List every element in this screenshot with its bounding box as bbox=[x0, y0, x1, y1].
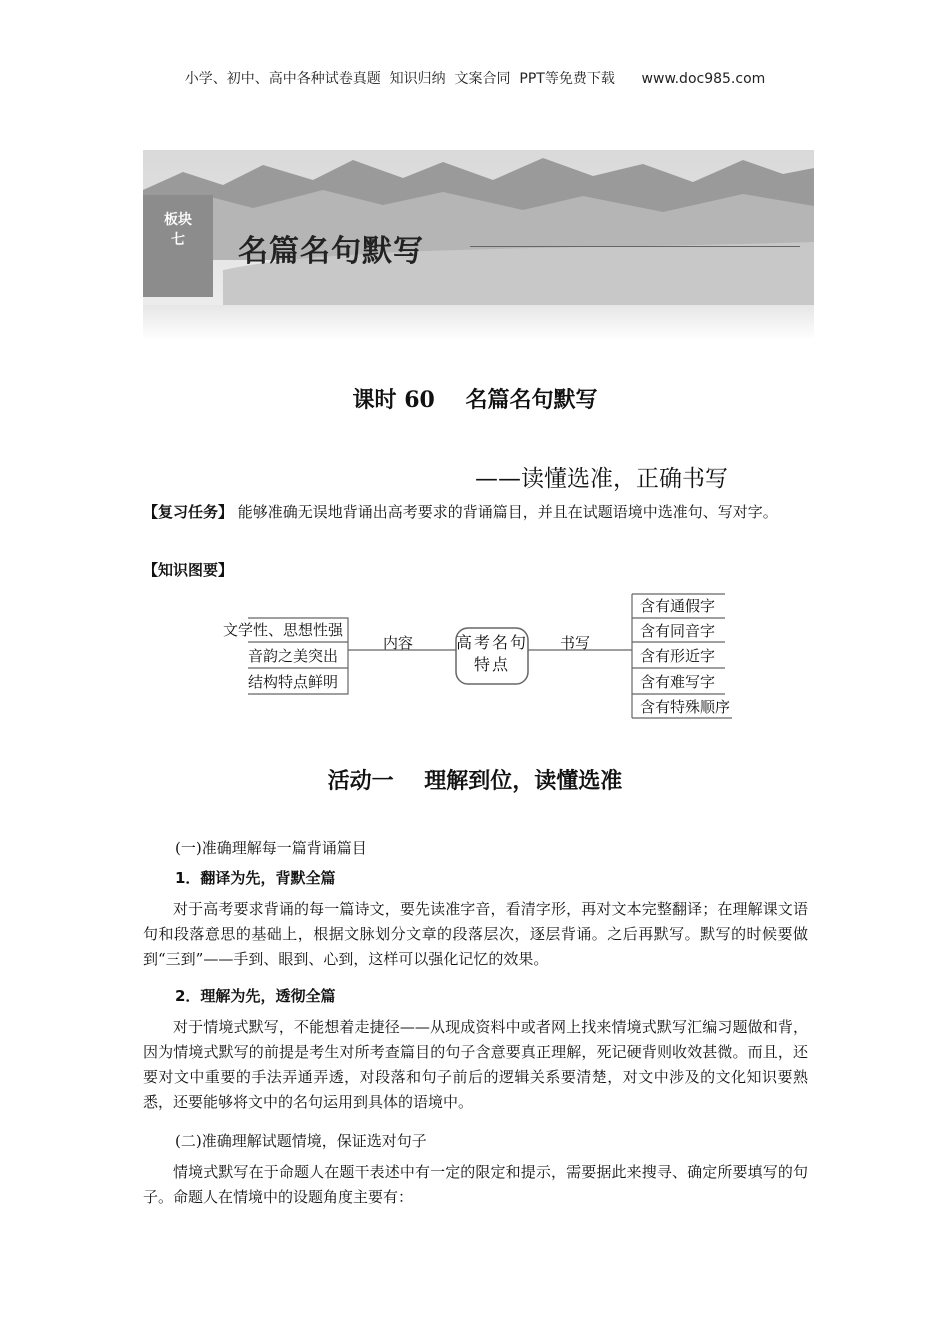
review-task-paragraph bbox=[143, 500, 808, 525]
subtitle: ——读懂选准，正确书写 bbox=[475, 466, 728, 492]
mindmap-right-item: 含有同音字 bbox=[640, 622, 716, 640]
banner-title: 名篇名句默写 bbox=[238, 234, 424, 269]
knowledge-map-label: 【知识图要】 bbox=[143, 561, 234, 579]
section-heading: (一)准确理解每一篇背诵篇目 bbox=[175, 839, 367, 857]
lesson-title: 课时 60 名篇名句默写 bbox=[352, 387, 598, 413]
block-label: 板块七 bbox=[164, 212, 192, 248]
mindmap-left-item: 结构特点鲜明 bbox=[248, 673, 339, 691]
body-paragraph: 对于情境式默写，不能想着走捷径——从现成资料中或者网上找来情境式默写汇编习题做和背，因为情境式默写的前提是考生对所考查篇目的句子含意要真正理解，死记硬背则收效甚微。而且，还要对文中重要的手法弄通弄透，对段落和句子前后的逻辑关系要清楚，对文中涉及的文化知识要熟悉，还要能够将文中的名句运用到具体的语境中。 bbox=[143, 1018, 808, 1111]
mindmap-left-item: 文学性、思想性强 bbox=[223, 621, 344, 639]
activity-title: 活动一 理解到位，读懂选准 bbox=[327, 769, 623, 794]
mindmap-left-connector: 内容 bbox=[383, 634, 414, 652]
mindmap-right-item: 含有难写字 bbox=[640, 673, 716, 691]
mindmap-right-item: 含有形近字 bbox=[640, 647, 716, 665]
review-task-text: 能够准确无误地背诵出高考要求的背诵篇目，并且在试题语境中选准句、写对字。 bbox=[237, 503, 778, 521]
subsection-heading: 1．翻译为先，背默全篇 bbox=[175, 869, 336, 887]
body-paragraph: 情境式默写在于命题人在题干表述中有一定的限定和提示，需要据此来搜寻、确定所要填写的句子。命题人在情境中的设题角度主要有： bbox=[143, 1163, 808, 1206]
mindmap-right-connector: 书写 bbox=[560, 634, 591, 652]
review-task-label: 【复习任务】 bbox=[143, 503, 234, 521]
subsection-heading: 2．理解为先，透彻全篇 bbox=[175, 987, 336, 1005]
banner-rule bbox=[470, 246, 800, 247]
body-paragraph: 对于高考要求背诵的每一篇诗文，要先读准字音，看清字形，再对文本完整翻译；在理解课文语句和段落意思的基础上，根据文脉划分文章的段落层次，逐层背诵。之后再默写。默写的时候要做到“三到”——手到、眼到、心到，这样可以强化记忆的效果。 bbox=[143, 900, 808, 968]
section-heading: (二)准确理解试题情境，保证选对句子 bbox=[175, 1132, 427, 1150]
knowledge-mindmap bbox=[220, 590, 740, 720]
mindmap-left-item: 音韵之美突出 bbox=[248, 647, 339, 665]
page-header: 小学、初中、高中各种试卷真题 知识归纳 文案合同 PPT等免费下载 www.doc985.com bbox=[184, 71, 766, 87]
mindmap-right-item: 含有通假字 bbox=[640, 597, 716, 615]
mindmap-right-item: 含有特殊顺序 bbox=[640, 698, 731, 716]
mindmap-center-node: 高考名句特点 bbox=[455, 633, 528, 674]
